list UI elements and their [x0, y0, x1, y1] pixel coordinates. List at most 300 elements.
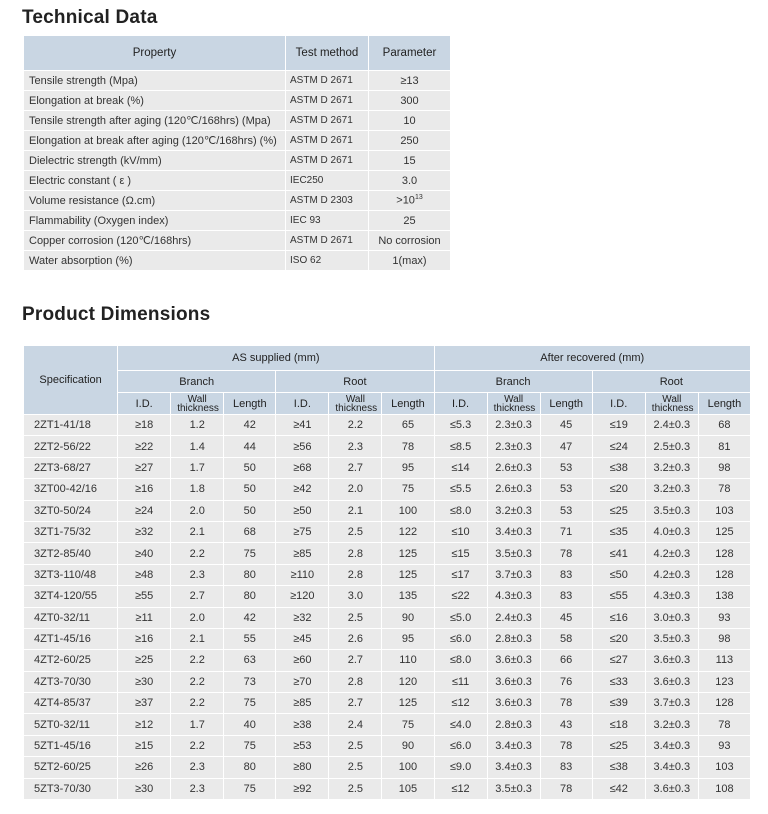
supplied-root-id-cell: ≥42 — [276, 479, 329, 500]
parameter-value: 1(max) — [392, 254, 427, 267]
recovered-branch-header: Branch — [434, 371, 592, 393]
supplied-branch-id-cell: ≥15 — [118, 735, 171, 756]
recovered-branch-length-cell: 45 — [540, 415, 592, 436]
supplied-branch-length-cell: 55 — [224, 628, 276, 649]
supplied-root-wall-cell: 2.7 — [329, 457, 382, 478]
parameter-cell — [369, 171, 451, 191]
recovered-root-length-cell: 128 — [698, 693, 750, 714]
supplied-branch-wall-cell: 1.2 — [171, 415, 224, 436]
table-row — [24, 91, 451, 111]
table-row — [24, 757, 751, 778]
recovered-root-length-cell: 128 — [698, 543, 750, 564]
recovered-branch-length-cell: 47 — [540, 436, 592, 457]
recovered-branch-wall-cell: 4.3±0.3 — [487, 586, 540, 607]
supplied-branch-wall-cell: 2.1 — [171, 521, 224, 542]
supplied-root-length-cell: 120 — [382, 671, 434, 692]
recovered-root-length-cell: 125 — [698, 521, 750, 542]
recovered-root-wall-cell: 3.4±0.3 — [645, 735, 698, 756]
supplied-branch-length-cell: 40 — [224, 714, 276, 735]
supplied-root-id-cell: ≥80 — [276, 757, 329, 778]
recovered-root-id-cell: ≤20 — [592, 479, 645, 500]
parameter-cell — [369, 111, 451, 131]
supplied-root-id-cell: ≥53 — [276, 735, 329, 756]
parameter-value: 300 — [400, 94, 419, 107]
recovered-branch-length-cell: 76 — [540, 671, 592, 692]
supplied-branch-id-cell: ≥24 — [118, 500, 171, 521]
supplied-branch-wall-cell: 2.7 — [171, 586, 224, 607]
recovered-branch-id-cell: ≤10 — [434, 521, 487, 542]
recovered-root-wall-cell: 3.5±0.3 — [645, 500, 698, 521]
supplied-root-wall-cell: 2.5 — [329, 521, 382, 542]
recovered-root-id-cell: ≤16 — [592, 607, 645, 628]
supplied-root-length-cell: 100 — [382, 500, 434, 521]
recovered-branch-wall-cell: 2.6±0.3 — [487, 457, 540, 478]
supplied-branch-wall-cell: 2.2 — [171, 543, 224, 564]
recovered-root-length-cell: 138 — [698, 586, 750, 607]
supplied-branch-length-cell: 75 — [224, 735, 276, 756]
wall-thickness-header — [329, 393, 382, 415]
supplied-root-length-cell: 125 — [382, 693, 434, 714]
table-row — [24, 415, 751, 436]
recovered-root-length-cell: 93 — [698, 735, 750, 756]
spec-cell: 4ZT2-60/25 — [24, 650, 118, 671]
length-header: Length — [382, 393, 434, 415]
property-cell: Water absorption (%) — [24, 251, 286, 271]
table-row — [24, 71, 451, 91]
supplied-branch-id-cell: ≥30 — [118, 778, 171, 799]
table-row — [24, 500, 751, 521]
supplied-branch-wall-cell: 1.7 — [171, 714, 224, 735]
supplied-root-length-cell: 75 — [382, 714, 434, 735]
supplied-branch-wall-cell: 2.2 — [171, 671, 224, 692]
supplied-branch-length-cell: 50 — [224, 500, 276, 521]
wall-thickness-header — [487, 393, 540, 415]
spec-cell: 3ZT00-42/16 — [24, 479, 118, 500]
recovered-root-wall-cell: 4.3±0.3 — [645, 586, 698, 607]
supplied-root-id-cell: ≥50 — [276, 500, 329, 521]
id-header: I.D. — [592, 393, 645, 415]
recovered-root-id-cell: ≤50 — [592, 564, 645, 585]
recovered-branch-wall-cell: 2.6±0.3 — [487, 479, 540, 500]
table-row — [24, 211, 451, 231]
recovered-root-id-cell: ≤20 — [592, 628, 645, 649]
wall-thickness-label: Wall thickness — [651, 393, 694, 414]
table-row — [24, 171, 451, 191]
recovered-root-wall-cell: 3.6±0.3 — [645, 778, 698, 799]
table-row — [24, 671, 751, 692]
recovered-root-length-cell: 98 — [698, 457, 750, 478]
parameter-value: No corrosion — [378, 234, 441, 247]
supplied-branch-id-cell: ≥27 — [118, 457, 171, 478]
supplied-branch-wall-cell: 2.0 — [171, 607, 224, 628]
table-row — [24, 436, 751, 457]
supplied-branch-length-cell: 63 — [224, 650, 276, 671]
property-cell: Copper corrosion (120℃/168hrs) — [24, 231, 286, 251]
supplied-branch-wall-cell: 2.3 — [171, 564, 224, 585]
parameter-header: Parameter — [369, 36, 451, 71]
table-row — [24, 131, 451, 151]
table-row — [24, 251, 451, 271]
supplied-branch-id-cell: ≥40 — [118, 543, 171, 564]
recovered-branch-wall-cell: 3.2±0.3 — [487, 500, 540, 521]
recovered-branch-wall-cell: 3.4±0.3 — [487, 757, 540, 778]
parameter-cell — [369, 151, 451, 171]
test-method-cell: IEC 93 — [286, 211, 369, 231]
supplied-root-wall-cell: 2.7 — [329, 693, 382, 714]
as-supplied-header: AS supplied (mm) — [118, 346, 434, 371]
parameter-cell — [369, 71, 451, 91]
supplied-root-id-cell: ≥60 — [276, 650, 329, 671]
supplied-branch-wall-cell: 2.2 — [171, 650, 224, 671]
technical-data-table — [23, 35, 451, 271]
parameter-cell — [369, 231, 451, 251]
supplied-root-id-cell: ≥68 — [276, 457, 329, 478]
recovered-branch-length-cell: 53 — [540, 479, 592, 500]
supplied-branch-id-cell: ≥32 — [118, 521, 171, 542]
id-header: I.D. — [118, 393, 171, 415]
supplied-root-id-cell: ≥85 — [276, 543, 329, 564]
wall-thickness-header — [171, 393, 224, 415]
supplied-root-length-cell: 95 — [382, 628, 434, 649]
supplied-root-id-cell: ≥92 — [276, 778, 329, 799]
table-row — [24, 778, 751, 799]
supplied-root-length-cell: 122 — [382, 521, 434, 542]
recovered-root-id-cell: ≤19 — [592, 415, 645, 436]
supplied-branch-length-cell: 42 — [224, 607, 276, 628]
supplied-root-length-cell: 90 — [382, 735, 434, 756]
spec-cell: 3ZT0-50/24 — [24, 500, 118, 521]
property-header: Property — [24, 36, 286, 71]
recovered-branch-id-cell: ≤6.0 — [434, 628, 487, 649]
recovered-branch-length-cell: 83 — [540, 586, 592, 607]
supplied-branch-wall-cell: 2.2 — [171, 735, 224, 756]
recovered-root-length-cell: 93 — [698, 607, 750, 628]
recovered-root-length-cell: 128 — [698, 564, 750, 585]
parameter-value: 3.0 — [401, 174, 418, 187]
parameter-value: ≥13 — [400, 74, 419, 87]
recovered-branch-wall-cell: 2.3±0.3 — [487, 415, 540, 436]
recovered-branch-id-cell: ≤11 — [434, 671, 487, 692]
recovered-branch-wall-cell: 3.6±0.3 — [487, 671, 540, 692]
supplied-branch-wall-cell: 2.1 — [171, 628, 224, 649]
table-row — [24, 479, 751, 500]
supplied-root-wall-cell: 2.3 — [329, 436, 382, 457]
recovered-branch-length-cell: 78 — [540, 693, 592, 714]
supplied-root-length-cell: 90 — [382, 607, 434, 628]
supplied-root-wall-cell: 2.2 — [329, 415, 382, 436]
supplied-branch-length-cell: 80 — [224, 564, 276, 585]
recovered-root-id-cell: ≤41 — [592, 543, 645, 564]
recovered-root-length-cell: 113 — [698, 650, 750, 671]
recovered-root-wall-cell: 3.2±0.3 — [645, 457, 698, 478]
table-row — [24, 543, 751, 564]
recovered-root-wall-cell: 3.0±0.3 — [645, 607, 698, 628]
recovered-branch-length-cell: 66 — [540, 650, 592, 671]
recovered-branch-length-cell: 78 — [540, 543, 592, 564]
test-method-cell: ASTM D 2671 — [286, 71, 369, 91]
recovered-branch-id-cell: ≤4.0 — [434, 714, 487, 735]
supplied-root-wall-cell: 2.8 — [329, 564, 382, 585]
supplied-branch-id-cell: ≥37 — [118, 693, 171, 714]
parameter-cell — [369, 191, 451, 211]
supplied-branch-length-cell: 44 — [224, 436, 276, 457]
recovered-branch-id-cell: ≤6.0 — [434, 735, 487, 756]
supplied-branch-wall-cell: 2.3 — [171, 778, 224, 799]
spec-cell: 2ZT3-68/27 — [24, 457, 118, 478]
spec-cell: 3ZT4-120/55 — [24, 586, 118, 607]
supplied-root-wall-cell: 2.5 — [329, 757, 382, 778]
spec-cell: 3ZT3-110/48 — [24, 564, 118, 585]
recovered-root-header: Root — [592, 371, 750, 393]
recovered-branch-wall-cell: 2.8±0.3 — [487, 714, 540, 735]
supplied-branch-id-cell: ≥16 — [118, 628, 171, 649]
recovered-root-length-cell: 123 — [698, 671, 750, 692]
spec-cell: 4ZT0-32/11 — [24, 607, 118, 628]
parameter-value: 250 — [400, 134, 419, 147]
spec-cell: 5ZT2-60/25 — [24, 757, 118, 778]
test-method-cell: ASTM D 2303 — [286, 191, 369, 211]
spec-cell: 3ZT2-85/40 — [24, 543, 118, 564]
recovered-root-length-cell: 108 — [698, 778, 750, 799]
supplied-root-length-cell: 100 — [382, 757, 434, 778]
recovered-root-wall-cell: 2.4±0.3 — [645, 415, 698, 436]
wall-thickness-label: Wall thickness — [335, 393, 378, 414]
supplied-root-id-cell: ≥85 — [276, 693, 329, 714]
recovered-branch-wall-cell: 3.4±0.3 — [487, 735, 540, 756]
supplied-root-header: Root — [276, 371, 434, 393]
recovered-root-length-cell: 103 — [698, 500, 750, 521]
recovered-root-id-cell: ≤38 — [592, 457, 645, 478]
supplied-root-id-cell: ≥75 — [276, 521, 329, 542]
recovered-root-wall-cell: 3.5±0.3 — [645, 628, 698, 649]
supplied-branch-length-cell: 75 — [224, 778, 276, 799]
wall-thickness-label: Wall thickness — [493, 393, 536, 414]
recovered-root-length-cell: 78 — [698, 714, 750, 735]
supplied-branch-wall-cell: 1.4 — [171, 436, 224, 457]
supplied-branch-length-cell: 75 — [224, 543, 276, 564]
supplied-branch-id-cell: ≥30 — [118, 671, 171, 692]
parameter-value: 25 — [403, 214, 416, 227]
supplied-root-wall-cell: 2.0 — [329, 479, 382, 500]
supplied-branch-length-cell: 68 — [224, 521, 276, 542]
table-row — [24, 628, 751, 649]
product-dimensions-title: Product Dimensions — [22, 304, 211, 325]
table-row — [24, 151, 451, 171]
specification-header: Specification — [24, 346, 118, 415]
recovered-branch-wall-cell: 3.7±0.3 — [487, 564, 540, 585]
parameter-value: 15 — [403, 154, 416, 167]
recovered-root-id-cell: ≤38 — [592, 757, 645, 778]
recovered-branch-length-cell: 78 — [540, 778, 592, 799]
test-method-cell: IEC250 — [286, 171, 369, 191]
table-row — [24, 586, 751, 607]
spec-cell: 5ZT3-70/30 — [24, 778, 118, 799]
supplied-root-length-cell: 110 — [382, 650, 434, 671]
parameter-cell — [369, 211, 451, 231]
table-row — [24, 693, 751, 714]
property-cell: Elongation at break (%) — [24, 91, 286, 111]
table-row — [24, 457, 751, 478]
recovered-branch-id-cell: ≤17 — [434, 564, 487, 585]
property-cell: Electric constant ( ε ) — [24, 171, 286, 191]
table-row — [24, 231, 451, 251]
recovered-branch-id-cell: ≤5.0 — [434, 607, 487, 628]
recovered-branch-length-cell: 43 — [540, 714, 592, 735]
spec-cell: 5ZT1-45/16 — [24, 735, 118, 756]
test-method-cell: ASTM D 2671 — [286, 231, 369, 251]
length-header: Length — [698, 393, 750, 415]
table-row — [24, 714, 751, 735]
supplied-branch-id-cell: ≥12 — [118, 714, 171, 735]
spec-cell: 5ZT0-32/11 — [24, 714, 118, 735]
recovered-root-wall-cell: 3.6±0.3 — [645, 671, 698, 692]
supplied-root-wall-cell: 2.6 — [329, 628, 382, 649]
recovered-branch-length-cell: 58 — [540, 628, 592, 649]
test-method-cell: ISO 62 — [286, 251, 369, 271]
recovered-root-wall-cell: 3.4±0.3 — [645, 757, 698, 778]
recovered-branch-wall-cell: 3.5±0.3 — [487, 778, 540, 799]
supplied-root-id-cell: ≥41 — [276, 415, 329, 436]
supplied-root-length-cell: 95 — [382, 457, 434, 478]
supplied-branch-id-cell: ≥16 — [118, 479, 171, 500]
supplied-branch-wall-cell: 1.8 — [171, 479, 224, 500]
recovered-root-length-cell: 78 — [698, 479, 750, 500]
supplied-root-length-cell: 135 — [382, 586, 434, 607]
wall-thickness-header — [645, 393, 698, 415]
supplied-root-length-cell: 125 — [382, 564, 434, 585]
recovered-branch-wall-cell: 3.6±0.3 — [487, 693, 540, 714]
spec-cell: 2ZT2-56/22 — [24, 436, 118, 457]
supplied-root-wall-cell: 2.5 — [329, 607, 382, 628]
recovered-root-id-cell: ≤27 — [592, 650, 645, 671]
supplied-root-wall-cell: 2.8 — [329, 543, 382, 564]
recovered-root-wall-cell: 3.7±0.3 — [645, 693, 698, 714]
supplied-branch-wall-cell: 2.3 — [171, 757, 224, 778]
parameter-cell — [369, 131, 451, 151]
test-method-cell: ASTM D 2671 — [286, 131, 369, 151]
recovered-root-wall-cell: 4.2±0.3 — [645, 564, 698, 585]
supplied-branch-id-cell: ≥11 — [118, 607, 171, 628]
recovered-root-wall-cell: 4.2±0.3 — [645, 543, 698, 564]
supplied-root-length-cell: 105 — [382, 778, 434, 799]
recovered-root-id-cell: ≤25 — [592, 500, 645, 521]
supplied-root-id-cell: ≥32 — [276, 607, 329, 628]
supplied-root-length-cell: 75 — [382, 479, 434, 500]
wall-thickness-label: Wall thickness — [177, 393, 219, 414]
test-method-cell: ASTM D 2671 — [286, 151, 369, 171]
recovered-branch-length-cell: 53 — [540, 500, 592, 521]
supplied-branch-length-cell: 73 — [224, 671, 276, 692]
supplied-branch-id-cell: ≥48 — [118, 564, 171, 585]
supplied-root-id-cell: ≥45 — [276, 628, 329, 649]
recovered-root-wall-cell: 4.0±0.3 — [645, 521, 698, 542]
recovered-root-wall-cell: 2.5±0.3 — [645, 436, 698, 457]
table-row — [24, 111, 451, 131]
property-cell: Dielectric strength (kV/mm) — [24, 151, 286, 171]
after-recovered-header: After recovered (mm) — [434, 346, 750, 371]
length-header: Length — [224, 393, 276, 415]
recovered-root-length-cell: 68 — [698, 415, 750, 436]
recovered-branch-id-cell: ≤14 — [434, 457, 487, 478]
table-row — [24, 607, 751, 628]
supplied-root-id-cell: ≥120 — [276, 586, 329, 607]
supplied-root-id-cell: ≥70 — [276, 671, 329, 692]
supplied-root-wall-cell: 2.5 — [329, 735, 382, 756]
product-dimensions-table — [23, 345, 751, 800]
property-cell: Flammability (Oxygen index) — [24, 211, 286, 231]
recovered-branch-id-cell: ≤5.5 — [434, 479, 487, 500]
table-row — [24, 191, 451, 211]
test-method-header: Test method — [286, 36, 369, 71]
property-cell: Volume resistance (Ω.cm) — [24, 191, 286, 211]
recovered-root-id-cell: ≤39 — [592, 693, 645, 714]
supplied-branch-length-cell: 80 — [224, 586, 276, 607]
supplied-branch-id-cell: ≥55 — [118, 586, 171, 607]
recovered-branch-length-cell: 83 — [540, 757, 592, 778]
supplied-branch-length-cell: 80 — [224, 757, 276, 778]
supplied-root-length-cell: 65 — [382, 415, 434, 436]
supplied-root-wall-cell: 3.0 — [329, 586, 382, 607]
table-row — [24, 650, 751, 671]
supplied-branch-id-cell: ≥26 — [118, 757, 171, 778]
parameter-value: 10 — [403, 114, 416, 127]
id-header: I.D. — [276, 393, 329, 415]
recovered-branch-wall-cell: 3.6±0.3 — [487, 650, 540, 671]
recovered-branch-id-cell: ≤22 — [434, 586, 487, 607]
supplied-root-wall-cell: 2.5 — [329, 778, 382, 799]
supplied-branch-wall-cell: 2.0 — [171, 500, 224, 521]
table-row — [24, 521, 751, 542]
recovered-branch-wall-cell: 3.5±0.3 — [487, 543, 540, 564]
supplied-root-wall-cell: 2.4 — [329, 714, 382, 735]
supplied-branch-id-cell: ≥22 — [118, 436, 171, 457]
supplied-root-wall-cell: 2.7 — [329, 650, 382, 671]
recovered-branch-length-cell: 71 — [540, 521, 592, 542]
recovered-root-id-cell: ≤35 — [592, 521, 645, 542]
recovered-root-wall-cell: 3.2±0.3 — [645, 479, 698, 500]
supplied-root-length-cell: 125 — [382, 543, 434, 564]
supplied-branch-length-cell: 50 — [224, 479, 276, 500]
spec-cell: 2ZT1-41/18 — [24, 415, 118, 436]
parameter-cell — [369, 91, 451, 111]
recovered-branch-wall-cell: 2.3±0.3 — [487, 436, 540, 457]
table-row — [24, 735, 751, 756]
supplied-root-wall-cell: 2.8 — [329, 671, 382, 692]
recovered-branch-length-cell: 45 — [540, 607, 592, 628]
recovered-branch-id-cell: ≤5.3 — [434, 415, 487, 436]
spec-cell: 3ZT1-75/32 — [24, 521, 118, 542]
test-method-cell: ASTM D 2671 — [286, 111, 369, 131]
supplied-branch-id-cell: ≥25 — [118, 650, 171, 671]
spec-cell: 4ZT3-70/30 — [24, 671, 118, 692]
supplied-branch-length-cell: 42 — [224, 415, 276, 436]
recovered-root-length-cell: 98 — [698, 628, 750, 649]
parameter-cell — [369, 251, 451, 271]
recovered-branch-length-cell: 53 — [540, 457, 592, 478]
recovered-root-id-cell: ≤42 — [592, 778, 645, 799]
supplied-branch-header: Branch — [118, 371, 276, 393]
recovered-root-id-cell: ≤18 — [592, 714, 645, 735]
recovered-branch-id-cell: ≤12 — [434, 693, 487, 714]
supplied-root-length-cell: 78 — [382, 436, 434, 457]
supplied-branch-wall-cell: 2.2 — [171, 693, 224, 714]
recovered-branch-wall-cell: 2.8±0.3 — [487, 628, 540, 649]
parameter-value: >10 — [396, 194, 415, 207]
supplied-root-wall-cell: 2.1 — [329, 500, 382, 521]
supplied-root-id-cell: ≥38 — [276, 714, 329, 735]
recovered-branch-id-cell: ≤8.0 — [434, 500, 487, 521]
recovered-branch-length-cell: 83 — [540, 564, 592, 585]
